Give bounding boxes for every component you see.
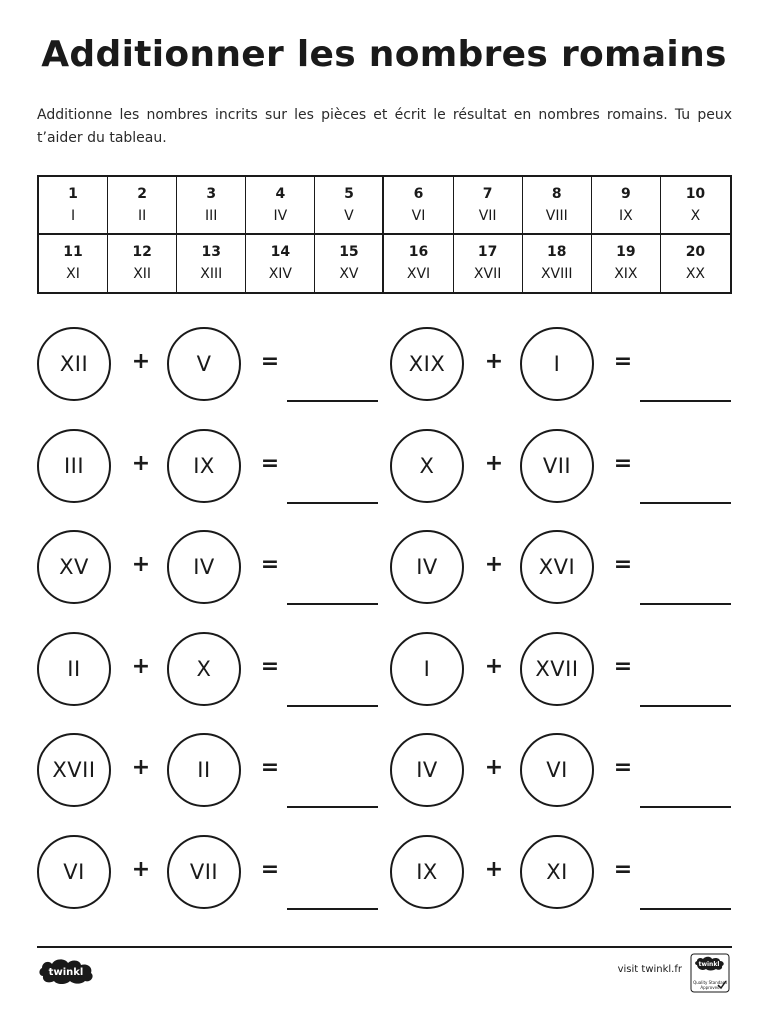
coin-first-number: IV — [390, 733, 464, 807]
reference-cell — [454, 235, 523, 293]
reference-number: 6 — [413, 185, 424, 202]
equals-sign: = — [260, 450, 280, 476]
answer-blank[interactable] — [287, 603, 378, 605]
reference-cell — [384, 177, 453, 235]
addition-exercise — [390, 327, 768, 407]
reference-number: 5 — [344, 185, 354, 202]
reference-number: 4 — [275, 185, 286, 202]
coin-second-number: XVI — [520, 530, 594, 604]
coin-first-number: VI — [37, 835, 111, 909]
coin-second-number: VII — [520, 429, 594, 503]
answer-blank[interactable] — [287, 806, 378, 808]
reference-cell — [108, 235, 177, 293]
reference-number: 13 — [201, 244, 221, 261]
plus-sign: + — [131, 856, 151, 882]
reference-cell — [454, 177, 523, 235]
coin-first-number: XII — [37, 327, 111, 401]
equals-sign: = — [613, 653, 633, 679]
twinkl-logo — [37, 956, 97, 986]
reference-roman: III — [205, 207, 218, 224]
coin-first-number: IV — [390, 530, 464, 604]
reference-roman: V — [344, 207, 354, 224]
reference-roman: IX — [618, 207, 633, 224]
plus-sign: + — [131, 349, 151, 374]
plus-sign: + — [131, 450, 151, 476]
equals-sign: = — [613, 755, 633, 780]
reference-number: 8 — [551, 185, 562, 202]
answer-blank[interactable] — [640, 502, 731, 504]
reference-cell — [661, 235, 730, 293]
answer-blank[interactable] — [287, 908, 378, 910]
answer-blank[interactable] — [640, 603, 731, 605]
addition-exercise — [390, 530, 768, 610]
reference-cell — [39, 177, 108, 235]
reference-roman: XIV — [268, 266, 292, 283]
reference-table — [37, 175, 732, 294]
plus-sign: + — [484, 349, 504, 374]
plus-sign: + — [484, 856, 504, 882]
badge-caption: Quality Standard Approved — [693, 980, 727, 990]
coin-second-number: VI — [520, 733, 594, 807]
reference-roman: VIII — [545, 207, 568, 224]
answer-blank[interactable] — [640, 806, 731, 808]
equals-sign: = — [613, 450, 633, 476]
plus-sign: + — [484, 552, 504, 577]
reference-cell — [108, 177, 177, 235]
coin-first-number: XV — [37, 530, 111, 604]
visit-link[interactable]: visit twinkl.fr — [617, 964, 682, 975]
reference-number: 15 — [339, 244, 359, 261]
addition-exercise — [37, 429, 417, 509]
reference-roman: XIII — [200, 266, 223, 283]
coin-second-number: VII — [167, 835, 241, 909]
plus-sign: + — [131, 552, 151, 577]
addition-exercise — [37, 327, 417, 407]
coin-first-number: III — [37, 429, 111, 503]
equals-sign: = — [613, 349, 633, 374]
reference-cell — [523, 177, 592, 235]
reference-number: 14 — [270, 244, 291, 261]
addition-exercise — [390, 632, 768, 712]
answer-blank[interactable] — [640, 400, 731, 402]
reference-number: 10 — [685, 185, 706, 202]
reference-cell — [523, 235, 592, 293]
reference-cell — [246, 235, 315, 293]
coin-second-number: IX — [167, 429, 241, 503]
coin-second-number: XVII — [520, 632, 594, 706]
reference-roman: XX — [685, 266, 706, 283]
badge-brand: twinkl — [698, 961, 720, 968]
logo-text: twinkl — [48, 967, 84, 978]
addition-exercise — [37, 733, 417, 813]
addition-exercise — [390, 429, 768, 509]
reference-cell — [177, 235, 246, 293]
reference-cell — [592, 177, 661, 235]
coin-first-number: X — [390, 429, 464, 503]
reference-roman: XV — [339, 266, 359, 283]
reference-cell — [39, 235, 108, 293]
answer-blank[interactable] — [640, 705, 731, 707]
equals-sign: = — [613, 552, 633, 577]
plus-sign: + — [484, 450, 504, 476]
coin-second-number: I — [520, 327, 594, 401]
reference-number: 19 — [616, 244, 636, 261]
reference-number: 17 — [477, 244, 498, 261]
reference-number: 16 — [408, 244, 429, 261]
footer-divider — [37, 946, 732, 948]
equals-sign: = — [613, 856, 633, 882]
reference-number: 7 — [482, 185, 493, 202]
reference-cell — [384, 235, 453, 293]
reference-number: 18 — [547, 244, 567, 261]
reference-roman: XIX — [614, 266, 638, 283]
reference-number: 11 — [63, 244, 83, 261]
reference-roman: XVIII — [540, 266, 573, 283]
coin-second-number: IV — [167, 530, 241, 604]
reference-roman: II — [138, 207, 147, 224]
coin-second-number: X — [167, 632, 241, 706]
coin-second-number: XI — [520, 835, 594, 909]
addition-exercise — [390, 733, 768, 813]
reference-roman: VI — [411, 207, 426, 224]
reference-cell — [315, 177, 384, 235]
plus-sign: + — [131, 755, 151, 780]
reference-roman: XII — [133, 266, 152, 283]
instructions-text: Additionne les nombres incrits sur les pièces et écrit le résultat en nombres romains. Tu peux t’aider du tableau. — [37, 107, 732, 146]
reference-cell — [592, 235, 661, 293]
coin-second-number: V — [167, 327, 241, 401]
plus-sign: + — [131, 653, 151, 679]
addition-exercise — [37, 530, 417, 610]
answer-blank[interactable] — [287, 502, 378, 504]
equals-sign: = — [260, 755, 280, 780]
page-title: Additionner les nombres romains — [41, 34, 727, 75]
addition-exercise — [390, 835, 768, 915]
plus-sign: + — [484, 653, 504, 679]
addition-exercise — [37, 632, 417, 712]
answer-blank[interactable] — [287, 705, 378, 707]
plus-sign: + — [484, 755, 504, 780]
addition-exercise — [37, 835, 417, 915]
reference-cell — [246, 177, 315, 235]
coin-first-number: I — [390, 632, 464, 706]
reference-roman: IV — [273, 207, 288, 224]
equals-sign: = — [260, 653, 280, 679]
reference-roman: X — [690, 207, 701, 224]
answer-blank[interactable] — [287, 400, 378, 402]
reference-number: 9 — [620, 185, 631, 202]
equals-sign: = — [260, 856, 280, 882]
reference-number: 1 — [68, 185, 78, 202]
coin-first-number: II — [37, 632, 111, 706]
reference-roman: VII — [478, 207, 497, 224]
reference-cell — [315, 235, 384, 293]
equals-sign: = — [260, 349, 280, 374]
reference-number: 12 — [132, 244, 152, 261]
reference-cell — [661, 177, 730, 235]
reference-number: 2 — [137, 185, 148, 202]
equals-sign: = — [260, 552, 280, 577]
reference-roman: XI — [66, 266, 80, 283]
coin-first-number: IX — [390, 835, 464, 909]
reference-number: 20 — [685, 244, 706, 261]
answer-blank[interactable] — [640, 908, 731, 910]
reference-roman: XVII — [473, 266, 502, 283]
reference-roman: I — [70, 207, 76, 224]
reference-number: 3 — [206, 185, 217, 202]
coin-first-number: XIX — [390, 327, 464, 401]
coin-first-number: XVII — [37, 733, 111, 807]
reference-roman: XVI — [406, 266, 431, 283]
reference-cell — [177, 177, 246, 235]
coin-second-number: II — [167, 733, 241, 807]
